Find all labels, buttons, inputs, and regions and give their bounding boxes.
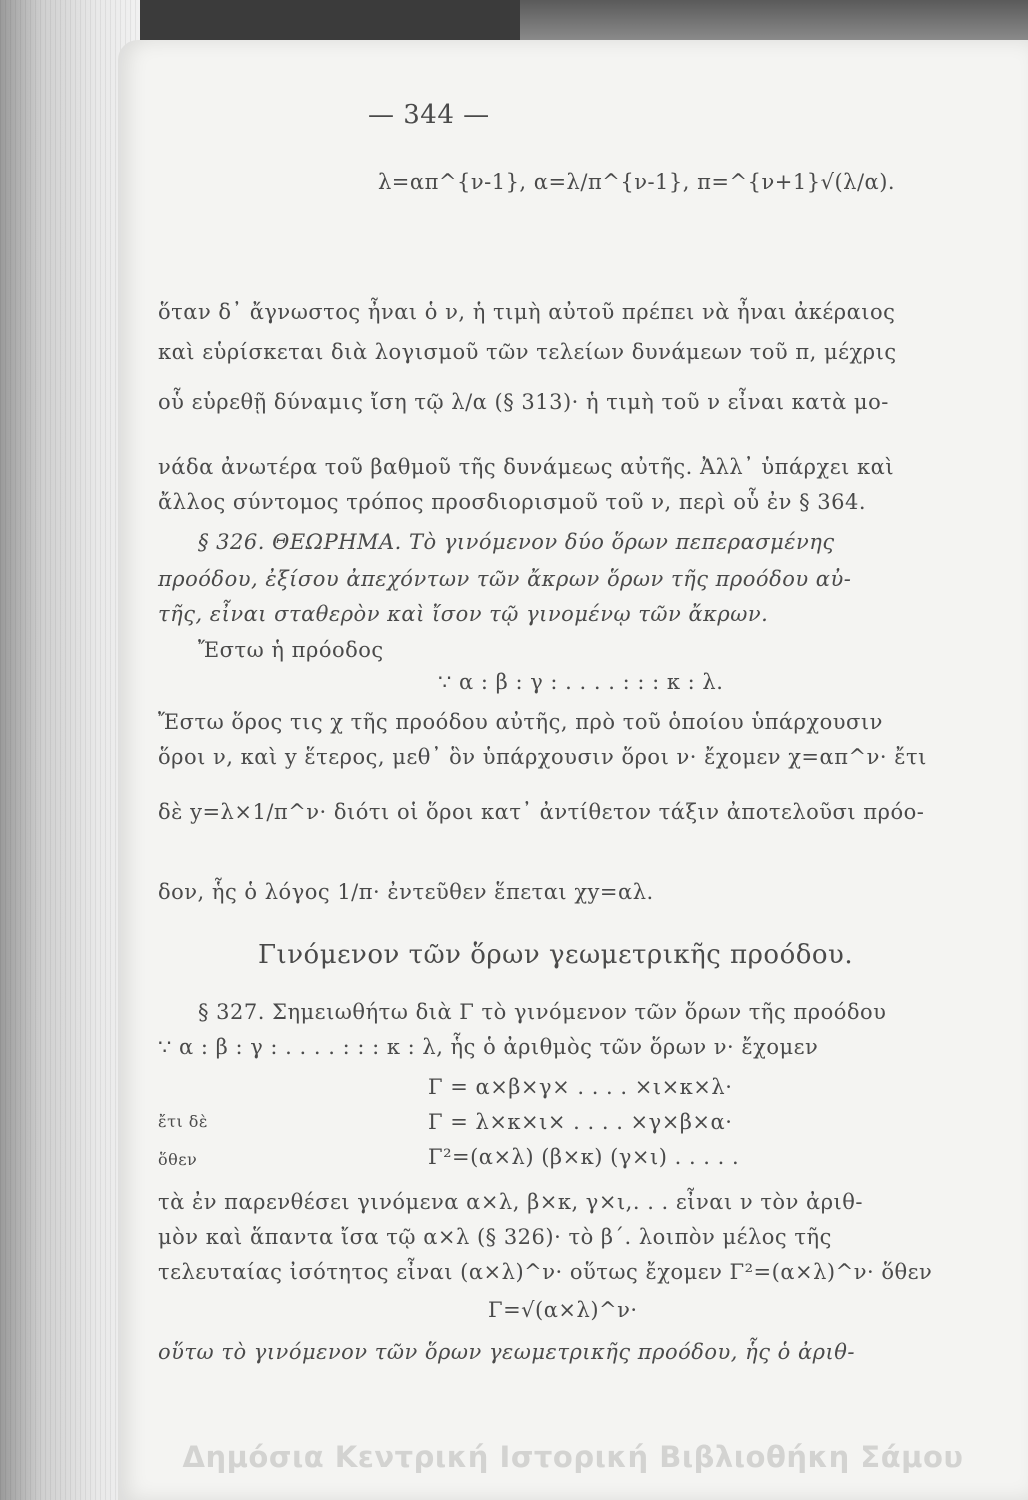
text-line: ∵ α : β : γ : . . . . : : : κ : λ, ἧς ὁ ἀριθμὸς τῶν ὅρων ν· ἔχομεν — [158, 1035, 819, 1059]
text-line: τὰ ἐν παρενθέσει γινόμενα α×λ, β×κ, γ×ι,. . . εἶναι ν τὸν ἀριθ- — [158, 1190, 864, 1214]
text-line: Ἔστω ὅρος τις χ τῆς προόδου αὐτῆς, πρὸ τοῦ ὁποίου ὑπάρχουσιν — [158, 710, 883, 734]
equation-label: ὅθεν — [158, 1150, 198, 1169]
text-line: δὲ y=λ×1/π^ν· διότι οἱ ὅροι κατ᾽ ἀντίθετον τάξιν ἀποτελοῦσι πρόο- — [158, 800, 925, 824]
equation: Γ²=(α×λ) (β×κ) (γ×ι) . . . . . — [428, 1145, 740, 1169]
text-line: ὅταν δ᾽ ἄγνωστος ἦναι ὁ ν, ἡ τιμὴ αὐτοῦ πρέπει νὰ ἦναι ἀκέραιος — [158, 300, 896, 324]
book-page — [118, 40, 1028, 1500]
page-number: — 344 — — [368, 100, 490, 130]
theorem-line: προόδου, ἐξίσου ἀπεχόντων τῶν ἄκρων ὅρων τῆς προόδου αὐ- — [158, 567, 852, 591]
text-line: Ἔστω ἡ πρόοδος — [198, 638, 384, 662]
text-line: νάδα ἀνωτέρα τοῦ βαθμοῦ τῆς δυνάμεως αὐτῆς. Ἀλλ᾽ ὑπάρχει καὶ — [158, 455, 895, 479]
text-line: ἄλλος σύντομος τρόπος προσδιορισμοῦ τοῦ ν, περὶ οὗ ἐν § 364. — [158, 490, 866, 514]
text-line: καὶ εὑρίσκεται διὰ λογισμοῦ τῶν τελείων δυνάμεων τοῦ π, μέχρις — [158, 340, 897, 364]
text-line: τελευταίας ἰσότητος εἶναι (α×λ)^ν· οὕτως ἔχομεν Γ²=(α×λ)^ν· ὅθεν — [158, 1260, 933, 1284]
section-heading: Γινόμενον τῶν ὅρων γεωμετρικῆς προόδου. — [258, 940, 854, 970]
equation: Γ=√(α×λ)^ν· — [488, 1298, 638, 1322]
text-line: οὕτω τὸ γινόμενον τῶν ὅρων γεωμετρικῆς προόδου, ἧς ὁ ἀριθ- — [158, 1340, 855, 1364]
equation: Γ = λ×κ×ι× . . . . ×γ×β×α· — [428, 1110, 733, 1134]
library-watermark: Δημόσια Κεντρική Ιστορική Βιβλιοθήκη Σάμου — [182, 1440, 964, 1474]
text-line: δον, ἧς ὁ λόγος 1/π· ἐντεῦθεν ἕπεται χy=αλ. — [158, 880, 654, 904]
text-line: § 327. Σημειωθήτω διὰ Γ τὸ γινόμενον τῶν ὅρων τῆς προόδου — [198, 1000, 887, 1024]
theorem-line: τῆς, εἶναι σταθερὸν καὶ ἴσον τῷ γινομένῳ τῶν ἄκρων. — [158, 602, 769, 626]
text-line: μὸν καὶ ἅπαντα ἴσα τῷ α×λ (§ 326)· τὸ β΄. λοιπὸν μέλος τῆς — [158, 1225, 832, 1249]
equation: Γ = α×β×γ× . . . . ×ι×κ×λ· — [428, 1075, 733, 1099]
text-line: οὗ εὑρεθῇ δύναμις ἴση τῷ λ/α (§ 313)· ἡ τιμὴ τοῦ ν εἶναι κατὰ μο- — [158, 390, 889, 414]
progression-formula: ∵ α : β : γ : . . . . : : : κ : λ. — [438, 670, 724, 694]
theorem-line: § 326. ΘΕΩΡΗΜΑ. Τὸ γινόμενον δύο ὅρων πεπερασμένης — [198, 530, 835, 554]
formula-line: λ=απ^{ν-1}, α=λ/π^{ν-1}, π=^{ν+1}√(λ/α). — [378, 170, 896, 194]
book-cover-edge — [520, 0, 1028, 40]
text-line: ὅροι ν, καὶ y ἕτερος, μεθ᾽ ὃν ὑπάρχουσιν ὅροι ν· ἔχομεν χ=απ^ν· ἔτι — [158, 745, 927, 769]
equation-label: ἔτι δὲ — [158, 1112, 209, 1131]
